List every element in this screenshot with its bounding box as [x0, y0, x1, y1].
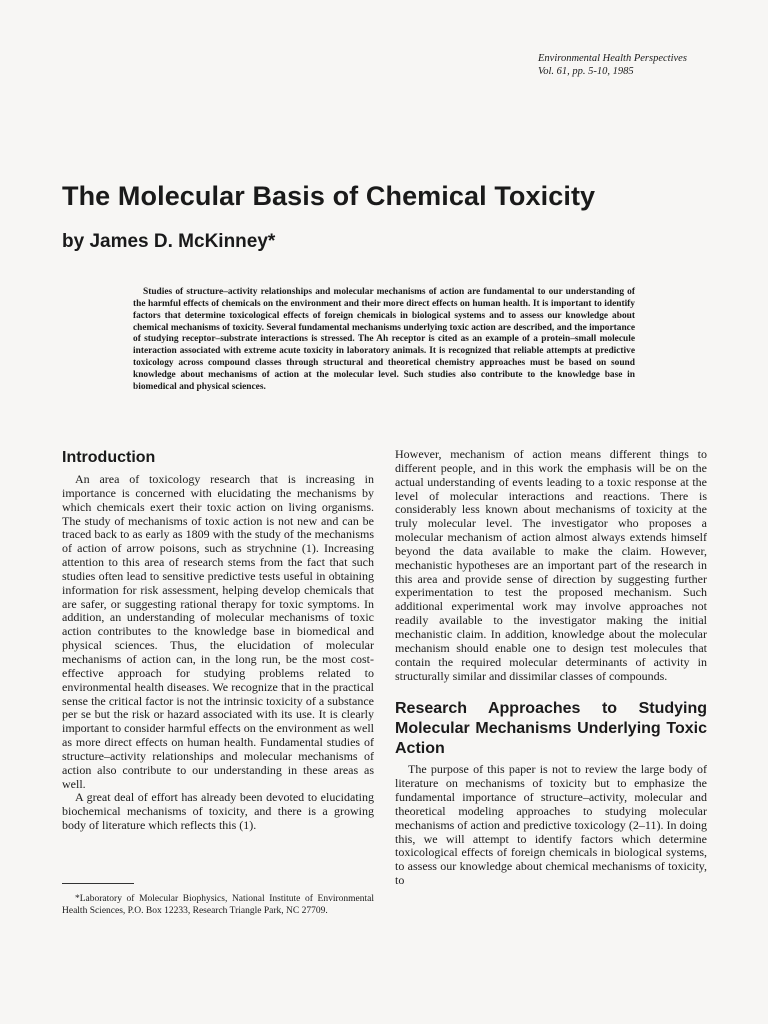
introduction-paragraph-1: An area of toxicology research that is increasing in importance is concerned with elucidating the mechanisms by which chemicals exert their toxic action on living organisms. The study of mechanisms of toxic action is not new and can be traced back to as early as 1809 with the study of the mechanisms of action of arrow poisons, such as strychnine (1). Increasing attention to this area of research stems from the fact that such studies often lead to sensitive predictive tests useful in obtaining information for risk assessment, helping develop chemicals that are safer, or suggesting rational therapy for toxic symptoms. In addition, an understanding of molecular mechanisms of toxic action contributes to the knowledge base in biomedical and physical sciences. Thus, the elucidation of molecular mechanisms of action can, in the long run, be the most cost-effective approach for studying problems related to environmental health diseases. We recognize that in the practical sense the critical factor is not the intrinsic toxicity of a substance per se but the risk or hazard associated with its use. It is clearly important to consider harmful effects on the environment as well as more direct effects on human health. Fundamental studies of structure–activity relationships and molecular mechanisms of action also contribute to our understanding in these areas as well. [62, 472, 374, 791]
continued-paragraph: However, mechanism of action means different things to different people, and in this work the emphasis will be on the actual understanding of events leading to a toxic response at the level of molecular interactions and reactions. There is considerably less known about mechanisms of toxicity at the truly molecular level. The investigator who proposes a molecular mechanism of action almost always extends himself beyond the data available to make the claim. However, mechanistic hypotheses are an important part of the research in this area and provide sense of direction by suggesting further experimentation to test the proposed mechanism. Such additional experimental work may involve approaches not readily available to the investigator making the initial mechanistic claim. In addition, knowledge about the molecular mechanism should enable one to design test molecules that contain the required molecular determinants of activity in structurally similar and dissimilar classes of compounds. [395, 447, 707, 683]
research-approaches-paragraph: The purpose of this paper is not to review the large body of literature on mechanisms of toxicity but to emphasize the fundamental importance of structure–activity, molecular and theoretical modeling approaches to studying molecular mechanisms of action and predictive toxicology (2–11). In doing this, we will attempt to identify factors which determine toxicological effects of foreign chemicals in biological systems, to assess our knowledge about chemical mechanisms of toxicity, to [395, 762, 707, 888]
footnote-divider [62, 883, 134, 884]
left-column [62, 448, 374, 833]
journal-name: Environmental Health Perspectives [538, 53, 687, 64]
author-affiliation-footnote: *Laboratory of Molecular Biophysics, National Institute of Environmental Health Sciences, P.O. Box 12233, Research Triangle Park, NC 27709. [62, 894, 374, 916]
article-title: The Molecular Basis of Chemical Toxicity [62, 181, 596, 211]
author-byline: by James D. McKinney* [62, 231, 276, 252]
research-approaches-heading: Research Approaches to Studying Molecular Mechanisms Underlying Toxic Action [395, 700, 707, 758]
introduction-paragraph-2: A great deal of effort has already been devoted to elucidating biochemical mechanisms of toxicity, and there is a growing body of literature which reflects this (1). [62, 790, 374, 833]
journal-volume: Vol. 61, pp. 5-10, 1985 [538, 66, 634, 77]
abstract: Studies of structure–activity relationships and molecular mechanisms of action are fundamental to our understanding of the harmful effects of chemicals on the environment and their more direct effects on human health. It is important to identify factors that determine toxicological effects of foreign chemicals in biological systems and to assess our knowledge about chemical mechanisms of toxicity. Several fundamental mechanisms underlying toxic action are described, and the importance of studying receptor–substrate interactions is stressed. The Ah receptor is cited as an example of a protein–small molecule interaction associated with extreme acute toxicity in laboratory animals. It is recognized that reliable attempts at predictive toxicology across compound classes through structural and theoretical chemistry approaches must be based on sound knowledge about mechanisms of action at the molecular level. Such studies also contribute to the knowledge base in biomedical and physical sciences. [133, 287, 635, 392]
journal-citation [538, 52, 738, 78]
right-column [395, 448, 707, 888]
introduction-heading: Introduction [62, 449, 156, 466]
